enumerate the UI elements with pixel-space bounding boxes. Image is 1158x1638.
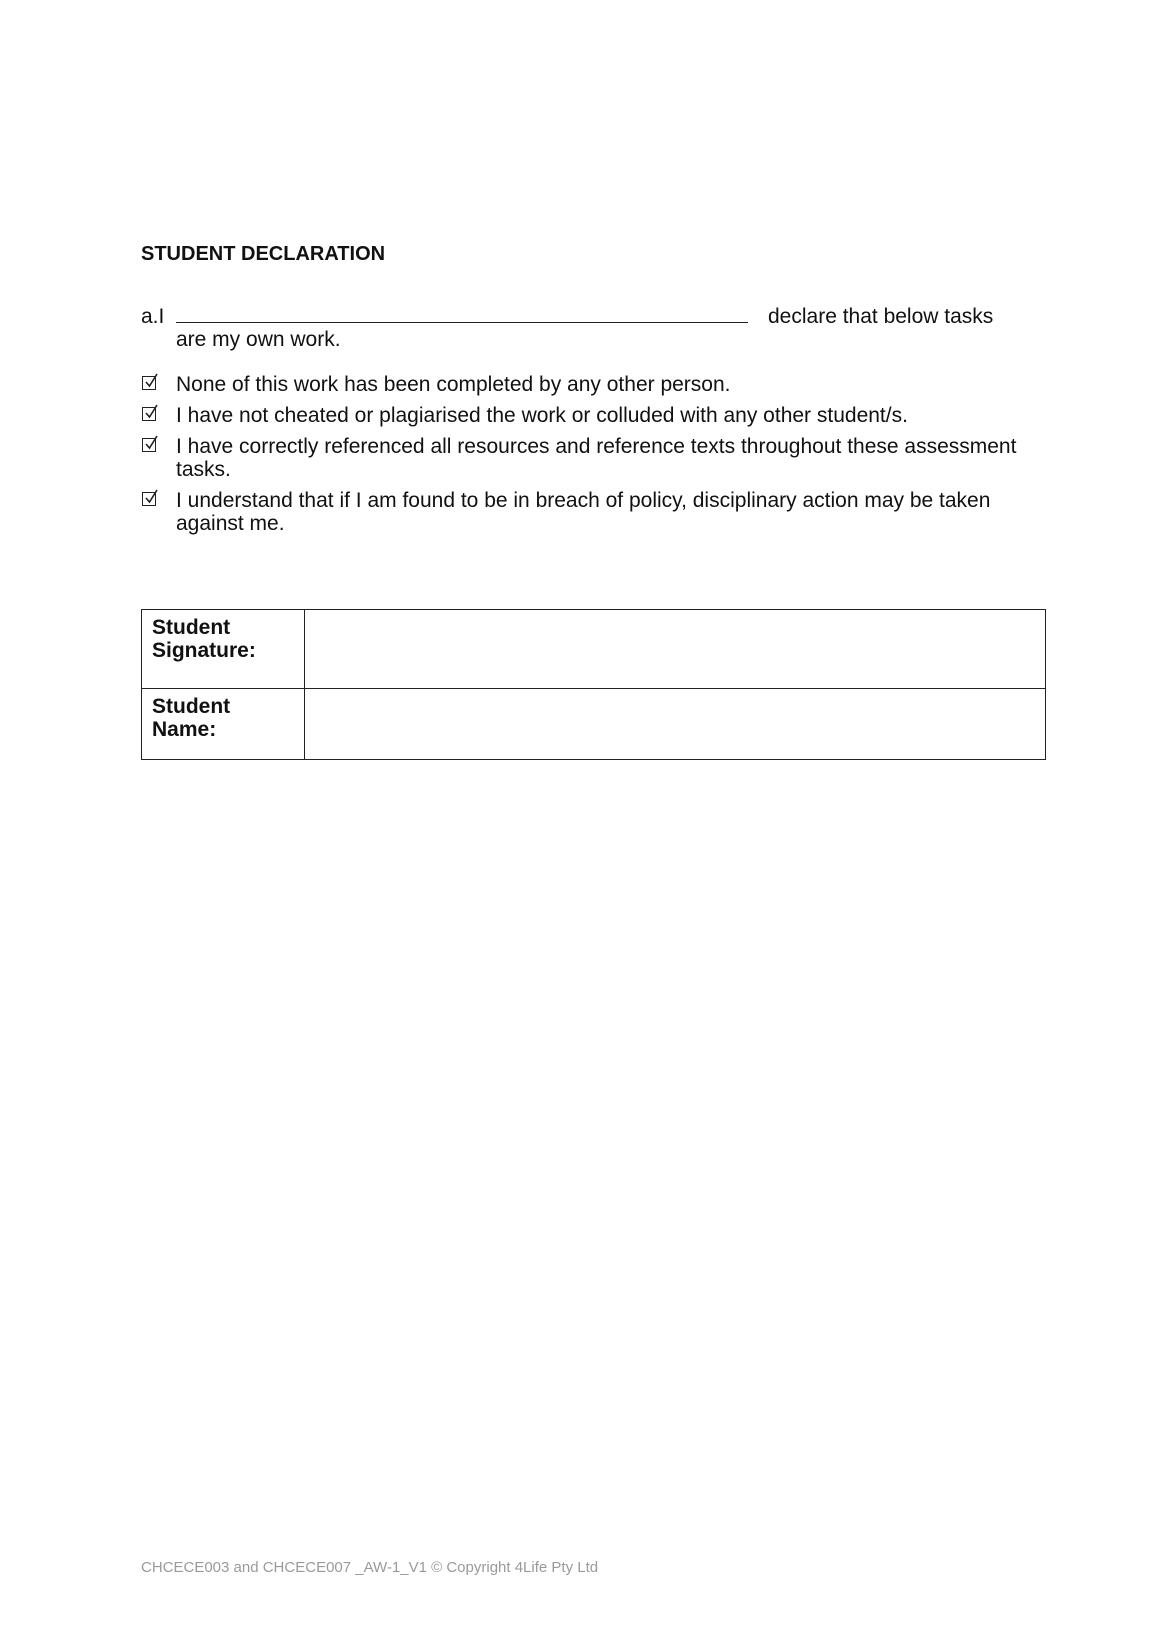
page-title: STUDENT DECLARATION xyxy=(141,243,386,265)
declaration-statement xyxy=(141,302,1011,351)
signature-label: Student Signature: xyxy=(142,610,305,689)
checklist-item-text: I have not cheated or plagiarised the work or colluded with any other student/s. xyxy=(176,404,908,427)
student-name-label: Student Name: xyxy=(142,689,305,760)
checkbox-checked-icon[interactable] xyxy=(142,438,156,452)
student-name-field[interactable] xyxy=(305,689,1046,760)
checklist-item xyxy=(141,435,1036,481)
checkbox-checked-icon[interactable] xyxy=(142,492,156,506)
signature-table xyxy=(141,609,1046,760)
declaration-continuation: are my own work. xyxy=(176,328,341,351)
checklist-item-text: I understand that if I am found to be in breach of policy, disciplinary action may be taken against me. xyxy=(176,489,991,535)
name-blank-line[interactable] xyxy=(176,302,748,323)
page-footer: CHCECE003 and CHCECE007 _AW-1_V1 © Copyright 4Life Pty Ltd xyxy=(141,1559,599,1576)
checklist-item xyxy=(141,404,1036,427)
checklist-item-text: I have correctly referenced all resources and reference texts throughout these assessment tasks. xyxy=(176,435,1017,481)
declaration-suffix: declare that below tasks xyxy=(768,305,994,328)
table-row xyxy=(142,610,1046,689)
signature-field[interactable] xyxy=(305,610,1046,689)
declaration-checklist xyxy=(141,373,1036,543)
checkbox-checked-icon[interactable] xyxy=(142,376,156,390)
checklist-item xyxy=(141,373,1036,396)
checklist-item xyxy=(141,489,1036,535)
checkbox-checked-icon[interactable] xyxy=(142,407,156,421)
checklist-item-text: None of this work has been completed by any other person. xyxy=(176,373,731,396)
table-row xyxy=(142,689,1046,760)
declaration-prefix: a.I xyxy=(141,305,165,328)
